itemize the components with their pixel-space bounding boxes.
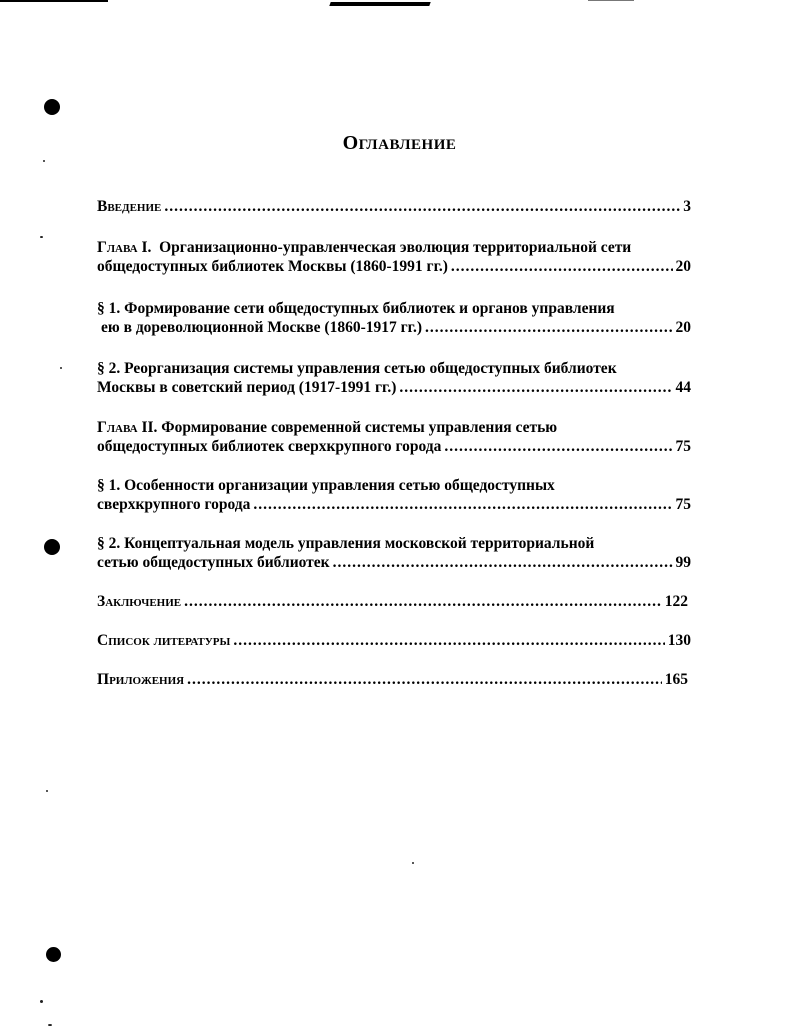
punch-hole-mark (44, 539, 60, 555)
toc-entry-chapter-1[interactable] (97, 238, 691, 276)
toc-page-number: 3 (683, 198, 691, 215)
leader-dots (444, 437, 672, 456)
scan-speck (43, 160, 45, 162)
toc-entry-conclusion[interactable] (97, 592, 691, 611)
toc-label-first: С (97, 632, 109, 649)
toc-page-number: 99 (675, 554, 691, 571)
page-title (0, 132, 799, 155)
chapter-prefix: Глава II. (97, 419, 158, 436)
toc-line-2: сетью общедоступных библиотек (97, 554, 330, 571)
title-rest: ГЛАВЛЕНИЕ (358, 137, 457, 153)
toc-page-number: 122 (664, 593, 688, 610)
toc-page-number: 20 (675, 258, 691, 275)
punch-hole-mark (44, 99, 60, 115)
toc-entry-paragraph-1-1[interactable] (97, 299, 691, 337)
toc-label-rest: риложения (109, 671, 185, 688)
scan-speck (46, 790, 48, 792)
toc-line-1: § 1. Особенности организации управления сетью общедоступных (97, 477, 555, 494)
toc-entry-paragraph-1-2[interactable] (97, 359, 691, 397)
toc-label-rest: писок литературы (108, 632, 231, 649)
toc-line-2: ею в дореволюционной Москве (1860-1917 гг.) (101, 319, 422, 336)
chapter-prefix: Глава I. (97, 239, 152, 256)
toc-line-2: общедоступных библиотек сверхкрупного города (97, 438, 442, 455)
toc-label-first: П (97, 671, 110, 688)
title-first-letter: О (342, 132, 359, 154)
toc-label-first: В (97, 198, 108, 215)
scan-speck (412, 862, 414, 864)
toc-page-number: 75 (675, 496, 691, 513)
scan-speck (48, 1024, 52, 1026)
toc-entry-appendices[interactable] (97, 670, 691, 689)
leader-dots (184, 592, 662, 611)
toc-entry-paragraph-2-1[interactable] (97, 476, 691, 514)
toc-page-number: 165 (664, 671, 688, 688)
toc-line-1: Организационно-управленческая эволюция территориальной сети (159, 239, 632, 256)
leader-dots (425, 318, 673, 337)
toc-line-1: § 2. Концептуальная модель управления московской территориальной (97, 535, 595, 552)
toc-page-number: 44 (675, 379, 691, 396)
toc-line-1: § 2. Реорганизация системы управления сетью общедоступных библиотек (97, 360, 617, 377)
toc-label-first: З (97, 593, 106, 610)
scan-speck (40, 1000, 43, 1003)
leader-dots (233, 631, 664, 650)
toc-page-number: 20 (675, 319, 691, 336)
toc-entry-bibliography[interactable] (97, 631, 691, 650)
toc-label-rest: аключение (105, 593, 182, 610)
leader-dots (164, 197, 680, 216)
scan-edge-line (329, 2, 430, 6)
toc-line-2: общедоступных библиотек Москвы (1860-1991 гг.) (97, 258, 448, 275)
leader-dots (187, 670, 662, 689)
leader-dots (399, 378, 672, 397)
scan-speck (40, 236, 43, 238)
leader-dots (451, 257, 673, 276)
toc-entry-introduction[interactable] (97, 197, 691, 216)
scan-speck (60, 367, 62, 369)
toc-page-number: 75 (675, 438, 691, 455)
toc-entry-chapter-2[interactable] (97, 418, 691, 456)
toc-line-2: сверхкрупного города (97, 496, 251, 513)
toc-label-rest: ведение (107, 198, 162, 215)
punch-hole-mark (46, 947, 61, 962)
toc-line-1: § 1. Формирование сети общедоступных библиотек и органов управления (97, 300, 615, 317)
toc-line-1: Формирование современной системы управления сетью (161, 419, 558, 436)
scan-edge-line (588, 0, 634, 1)
scan-edge-line (0, 0, 108, 2)
toc-page-number: 130 (667, 632, 691, 649)
toc-line-2: Москвы в советский период (1917-1991 гг.) (97, 379, 397, 396)
leader-dots (333, 553, 673, 572)
toc-entry-paragraph-2-2[interactable] (97, 534, 691, 572)
leader-dots (253, 495, 672, 514)
